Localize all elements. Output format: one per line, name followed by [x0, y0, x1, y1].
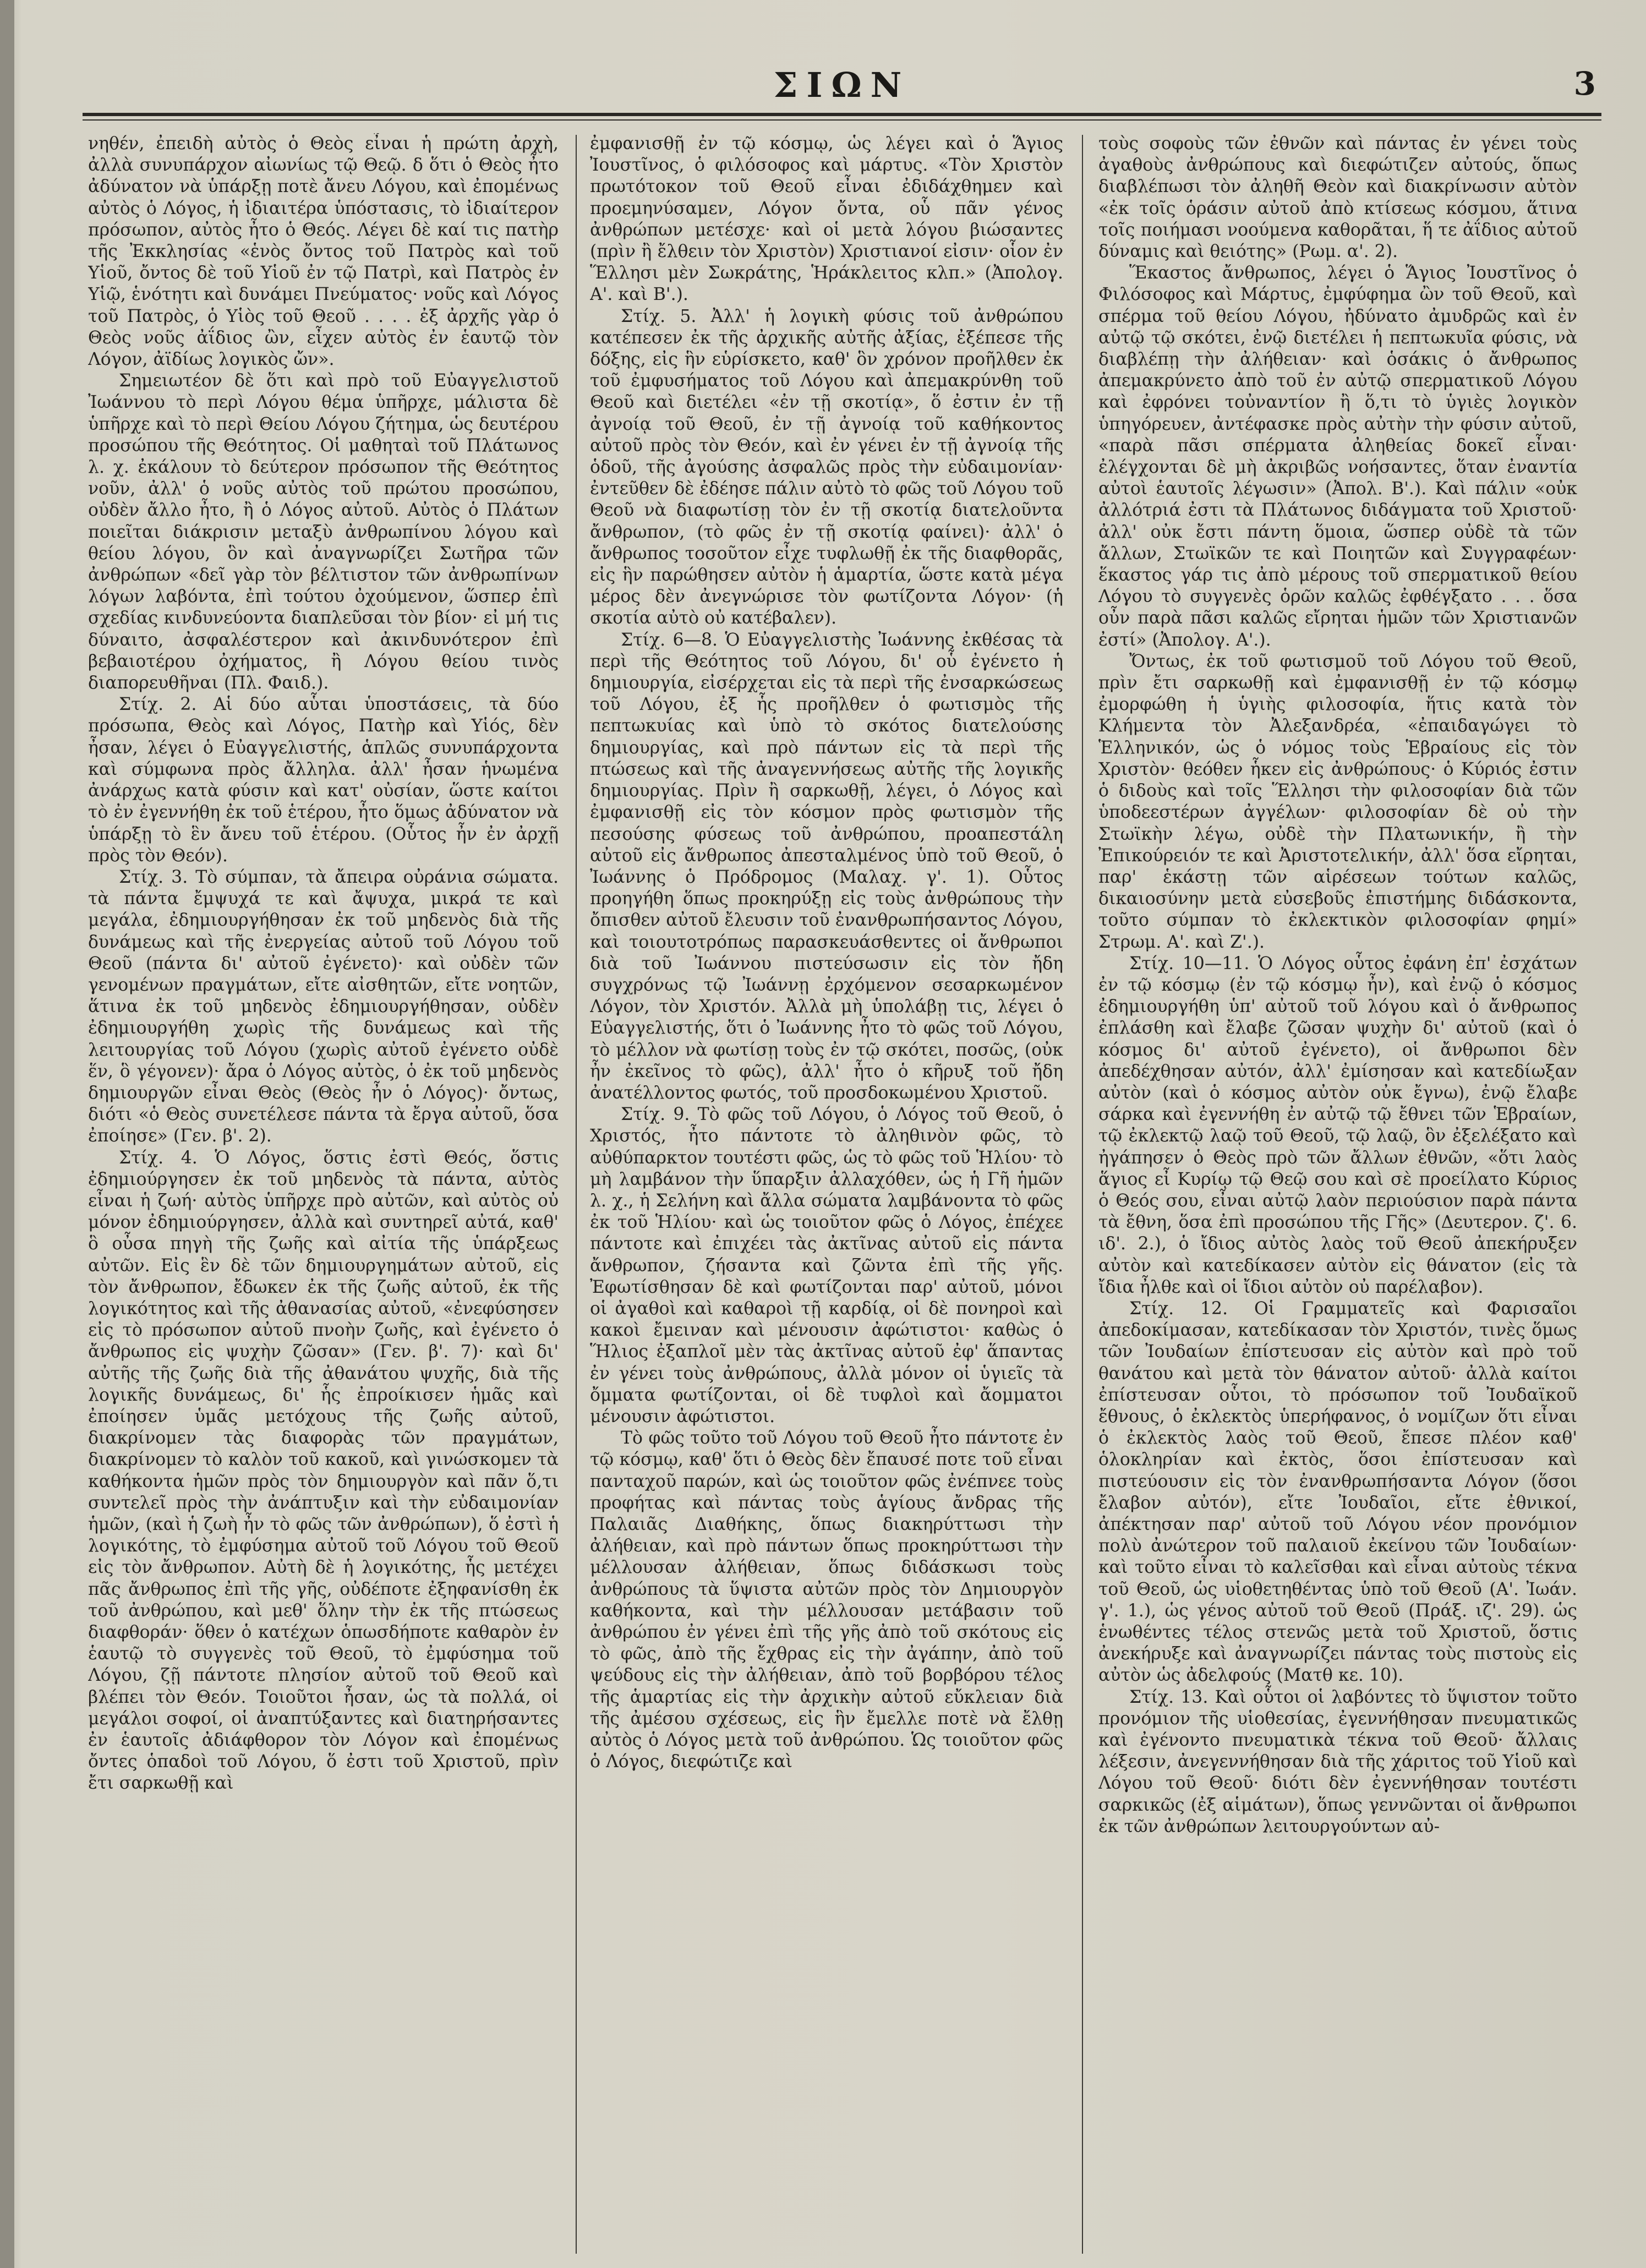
header-rule-thick [83, 113, 1601, 116]
header-rule-thin [83, 119, 1601, 121]
paragraph: Στίχ. 4. Ὁ Λόγος, ὅστις ἐστὶ Θεός, ὅστις ἐδημιούργησεν ἐκ τοῦ μηδενὸς τὰ πάντα, αὐτὸς εἶναι ἡ ζωή· αὐτὸς ὑπῆρχε πρὸ αὐτῶν, καὶ αὐτὸς οὐ μόνον ἐδημιούργησεν, ἀλλὰ καὶ συντηρεῖ αὐτά, καθ' ὃ οὖσα πηγὴ τῆς ζωῆς καὶ αἰτία τῆς ὑπάρξεως αὐτῶν. Εἰς ἓν δὲ τῶν δημιουργημάτων αὐτοῦ, εἰς τὸν ἄνθρωπον, ἔδωκεν ἐκ τῆς ζωῆς αὐτοῦ, ἐκ τῆς λογικότητος καὶ τῆς ἀθανασίας αὐτοῦ, «ἐνεφύσησεν εἰς τὸ πρόσωπον αὐτοῦ πνοὴν ζωῆς, καὶ ἐγένετο ὁ ἄνθρωπος εἰς ψυχὴν ζῶσαν» (Γεν. β'. 7)· καὶ δι' αὐτῆς τῆς ζωῆς διὰ τῆς ἀθανάτου ψυχῆς, διὰ τῆς λογικῆς δυνάμεως, δι' ἧς ἐπροίκισεν ἡμᾶς καὶ ἐποίησεν ὑμᾶς μετόχους τῆς ζωῆς αὐτοῦ, διακρίνομεν τὰς διαφορὰς τῶν πραγμάτων, διακρίνομεν τὸ καλὸν τοῦ κακοῦ, καὶ γινώσκομεν τὰ καθήκοντα ἡμῶν πρὸς τὸν δημιουργὸν καὶ πᾶν ὅ,τι συντελεῖ πρὸς τὴν ἀνάπτυξιν καὶ τὴν εὐδαιμονίαν ἡμῶν, (καὶ ἡ ζωὴ ἦν τὸ φῶς τῶν ἀνθρώπων), ὅ ἐστὶ ἡ λογικότης, τὸ ἐμφύσημα αὐτοῦ τοῦ Λόγου τοῦ Θεοῦ εἰς τὸν ἄνθρωπον. Αὐτὴ δὲ ἡ λογικότης, ἧς μετέχει πᾶς ἄνθρωπος ἐπὶ τῆς γῆς, οὐδέποτε ἐξηφανίσθη ἐκ τοῦ ἀνθρώπου, καὶ μεθ' ὅλην τὴν ἐκ τῆς πτώσεως διαφθοράν· ὅθεν ὁ κατέχων ὁπωσδήποτε καθαρὸν ἐν ἑαυτῷ τὸ συγγενὲς τοῦ Θεοῦ, τὸ ἐμφύσημα τοῦ Λόγου, ζῇ πάντοτε πλησίον αὐτοῦ τοῦ Θεοῦ καὶ βλέπει τὸν Θεόν. Τοιοῦτοι ἦσαν, ὡς τὰ πολλά, οἱ μεγάλοι σοφοί, οἱ ἀναπτύξαντες καὶ διατηρήσαντες ἐν ἑαυτοῖς ἀδιάφθορον τὸν Λόγον καὶ ἐπομένως ὄντες ὁπαδοὶ τοῦ Λόγου, ὅ ἐστι τοῦ Χριστοῦ, πρὶν ἔτι σαρκωθῇ καὶ [88, 1147, 559, 1794]
page-header [83, 65, 1601, 125]
paragraph: Στίχ. 9. Τὸ φῶς τοῦ Λόγου, ὁ Λόγος τοῦ Θεοῦ, ὁ Χριστός, ἦτο πάντοτε τὸ ἀληθινὸν φῶς, τὸ αὐθύπαρκτον τουτέστι φῶς, ὡς τὸ φῶς τοῦ Ἡλίου· τὸ μὴ λαμβάνον τὴν ὕπαρξιν ἀλλαχόθεν, ὡς ἡ Γῆ ἡμῶν λ. χ., ἡ Σελήνη καὶ ἄλλα σώματα λαμβάνοντα τὸ φῶς ἐκ τοῦ Ἡλίου· καὶ ὡς τοιοῦτον φῶς ὁ Λόγος, ἐπέχεε πάντοτε καὶ ἐπιχέει τὰς ἀκτῖνας αὐτοῦ εἰς πάντα ἄνθρωπον, ζήσαντα καὶ ζῶντα ἐπὶ τῆς γῆς. Ἐφωτίσθησαν δὲ καὶ φωτίζονται παρ' αὐτοῦ, μόνοι οἱ ἀγαθοὶ καὶ καθαροὶ τῇ καρδίᾳ, οἱ δὲ πονηροὶ καὶ κακοὶ ἔμειναν καὶ μένουσιν ἀφώτιστοι· καθὼς ὁ Ἥλιος ἐξαπλοῖ μὲν τὰς ἀκτῖνας αὐτοῦ ἐφ' ἅπαντας ἐν γένει τοὺς ἀνθρώπους, ἀλλὰ μόνον οἱ ὑγιεῖς τὰ ὄμματα φωτίζονται, οἱ δὲ τυφλοὶ καὶ ἄομματοι μένουσιν ἀφώτιστοι. [590, 1105, 1063, 1427]
page-number: 3 [1573, 65, 1596, 102]
column-divider [576, 135, 577, 2254]
paragraph: Ὄντως, ἐκ τοῦ φωτισμοῦ τοῦ Λόγου τοῦ Θεοῦ, πρὶν ἔτι σαρκωθῇ καὶ ἐμφανισθῇ ἐν τῷ κόσμῳ ἐμορφώθη ἡ ὑγιὴς φιλοσοφία, ἥτις κατὰ τὸν Κλήμεντα τὸν Ἀλεξανδρέα, «ἐπαιδαγώγει τὸ Ἑλληνικόν, ὡς ὁ νόμος τοὺς Ἑβραίους εἰς τὸν Χριστὸν· θεόθεν ἧκεν εἰς ἀνθρώπους· ὁ Κύριός ἐστιν ὁ διδοὺς καὶ τοῖς Ἕλλησι τὴν φιλοσοφίαν διὰ τῶν ὑποδεεστέρων ἀγγέλων· φιλοσοφίαν δὲ οὐ τὴν Στωϊκὴν λέγω, οὐδὲ τὴν Πλατωνικήν, ἢ τὴν Ἐπικούρειόν τε καὶ Ἀριστοτελικήν, ἀλλ' ὅσα εἴρηται, παρ' ἑκάστῃ τῶν αἱρέσεων τούτων καλῶς, δικαιοσύνην μετὰ εὐσεβοῦς ἐπιστήμης διδάσκοντα, τοῦτο σύμπαν τὸ ἐκλεκτικὸν φιλοσοφίαν φημί» Στρωμ. Α'. καὶ Ζ'.). [1098, 651, 1577, 952]
paragraph: Στίχ. 5. Ἀλλ' ἡ λογικὴ φύσις τοῦ ἀνθρώπου κατέπεσεν ἐκ τῆς ἀρχικῆς αὐτῆς ἀξίας, ἐξέπεσε τῆς δόξης, εἰς ἣν εὑρίσκετο, καθ' ὃν χρόνον προῆλθεν ἐκ τοῦ ἐμφυσήματος τοῦ Λόγου καὶ ἀπεμακρύνθη τοῦ Θεοῦ καὶ διετέλει «ἐν τῇ σκοτίᾳ», ὅ ἐστιν ἐν τῇ ἀγνοίᾳ τοῦ Θεοῦ, ἐν τῇ ἀγνοίᾳ τοῦ καθήκοντος αὐτοῦ πρὸς τὸν Θεόν, καὶ ἐν γένει ἐν τῇ ἀγνοίᾳ τῆς ὁδοῦ, τῆς ἀγούσης ἀσφαλῶς πρὸς τὴν εὐδαιμονίαν· ἐντεῦθεν δὲ ἐδέησε πάλιν αὐτὸ τὸ φῶς τοῦ Λόγου τοῦ Θεοῦ νὰ διαφωτίσῃ τὸν ἐν τῇ σκοτίᾳ διατελοῦντα ἄνθρωπον, (τὸ φῶς ἐν τῇ σκοτίᾳ φαίνει)· ἀλλ' ὁ ἄνθρωπος τοσοῦτον εἶχε τυφλωθῇ ἐκ τῆς διαφθορᾶς, εἰς ἣν παρώθησεν αὐτὸν ἡ ἁμαρτία, ὥστε κατὰ μέγα μέρος δὲν ἀνεγνώρισε τὸν φωτίζοντα Λόγον· (ἡ σκοτία αὐτὸ οὐ κατέβαλεν). [590, 306, 1063, 629]
paragraph: Στίχ. 6—8. Ὁ Εὐαγγελιστὴς Ἰωάννης ἐκθέσας τὰ περὶ τῆς Θεότητος τοῦ Λόγου, δι' οὗ ἐγένετο ἡ δημιουργία, εἰσέρχεται εἰς τὰ περὶ τῆς ἐνσαρκώσεως τοῦ Λόγου, ἐξ ἧς προῆλθεν ὁ φωτισμὸς τῆς πεπτωκυίας καὶ ὑπὸ τὸ σκότος διατελούσης δημιουργίας, καὶ πρὸ πάντων εἰς τὰ περὶ τῆς πτώσεως καὶ τῆς ἀναγεννήσεως αὐτῆς τῆς λογικῆς δημιουργίας. Πρὶν ἢ σαρκωθῇ, λέγει, ὁ Λόγος καὶ ἐμφανισθῇ εἰς τὸν κόσμον πρὸς φωτισμὸν τῆς πεσούσης φύσεως τοῦ ἀνθρώπου, προαπεστάλη αὐτοῦ εἰς ἄνθρωπος ἀπεσταλμένος ὑπὸ τοῦ Θεοῦ, ὁ Ἰωάννης ὁ Πρόδρομος (Μαλαχ. γ'. 1). Οὗτος προηγήθη ὅπως προκηρύξῃ εἰς τοὺς ἀνθρώπους τὴν ὄπισθεν αὐτοῦ ἔλευσιν τοῦ ἐνανθρωπήσαντος Λόγου, καὶ τοιουτοτρόπως παρασκευάσθεντες οἱ ἄνθρωποι διὰ τοῦ Ἰωάννου πιστεύσωσιν εἰς τὸν ἤδη συγχρόνως τῷ Ἰωάννῃ ἐρχόμενον σεσαρκωμένον Λόγον, τὸν Χριστόν. Ἀλλὰ μὴ ὑπολάβῃ τις, λέγει ὁ Εὐαγγελιστής, ὅτι ὁ Ἰωάννης ἦτο τὸ φῶς τοῦ Λόγου, τὸ μέλλον νὰ φωτίσῃ τοὺς ἐν τῷ σκότει, ποσῶς, (οὐκ ἦν ἐκεῖνος τὸ φῶς), ἀλλ' ἦτο ὁ κῆρυξ τοῦ ἤδη ἀνατέλλοντος φωτός, τοῦ προσδοκωμένου Χριστοῦ. [590, 630, 1063, 1103]
paragraph: Στίχ. 10—11. Ὁ Λόγος οὗτος ἐφάνη ἐπ' ἐσχάτων ἐν τῷ κόσμῳ (ἐν τῷ κόσμῳ ἦν), καὶ ἐνῷ ὁ κόσμος ἐδημιουργήθη ὑπ' αὐτοῦ τοῦ λόγου καὶ ὁ ἄνθρωπος ἐπλάσθη καὶ ἔλαβε ζῶσαν ψυχὴν δι' αὐτοῦ (καὶ ὁ κόσμος δι' αὐτοῦ ἐγένετο), οἱ ἄνθρωποι δὲν ἀπεδέχθησαν αὐτόν, ἀλλ' ἐμίσησαν καὶ κατεδίωξαν αὐτὸν (καὶ ὁ κόσμος αὐτὸν οὐκ ἔγνω), ἐνῷ ἔλαβε σάρκα καὶ ἐγεννήθη ἐν αὐτῷ τῷ ἔθνει τῶν Ἑβραίων, τῷ ἐκλεκτῷ λαῷ τοῦ Θεοῦ, τῷ λαῷ, ὃν ἐξελέξατο καὶ ἠγάπησεν ὁ Θεὸς πρὸ τῶν ἄλλων ἐθνῶν, «ὅτι λαὸς ἅγιος εἶ Κυρίῳ τῷ Θεῷ σου καὶ σὲ προείλατο Κύριος ὁ Θεός σου, εἶναι αὐτῷ λαὸν περιούσιον παρὰ πάντα τὰ ἔθνη, ὅσα ἐπὶ προσώπου τῆς Γῆς» (Δευτερον. ζ'. 6. ιδ'. 2.), ὁ ἴδιος αὐτὸς λαὸς τοῦ Θεοῦ ἀπεκήρυξεν αὐτὸν καὶ κατεδίκασεν αὐτὸν εἰς θάνατον (εἰς τὰ ἴδια ἦλθε καὶ οἱ ἴδιοι αὐτὸν οὐ παρέλαβον). [1098, 953, 1577, 1297]
paragraph: τοὺς σοφοὺς τῶν ἐθνῶν καὶ πάντας ἐν γένει τοὺς ἀγαθοὺς ἀνθρώπους καὶ διεφώτιζεν αὐτούς, ὅπως διαβλέπωσι τὸν ἀληθῆ Θεὸν καὶ διακρίνωσιν αὐτὸν «ἐκ τοῖς ὁράσιν αὐτοῦ ἀπὸ κτίσεως κόσμου, ἅτινα τοῖς ποιήμασι νοούμενα καθορᾶται, ἥ τε ἀΐδιος αὐτοῦ δύναμις καὶ θειότης» (Ρωμ. α'. 2). [1098, 134, 1577, 262]
text-column-left [88, 133, 559, 2258]
masthead-title: ΣΙΩΝ [773, 65, 911, 105]
paragraph: νηθέν, ἐπειδὴ αὐτὸς ὁ Θεὸς εἶναι ἡ πρώτη ἀρχὴ, ἀλλὰ συνυπάρχον αἰωνίως τῷ Θεῷ. δ ὅτι ὁ Θεὸς ἦτο ἀδύνατον νὰ ὑπάρξῃ ποτὲ ἄνευ Λόγου, καὶ ἐπομένως αὐτὸς ὁ Λόγος, ἡ ἰδιαιτέρα ὑπόστασις, τὸ ἰδιαίτερον πρόσωπον, αὐτὸς ἦτο ὁ Θεός. Λέγει δὲ καί τις πατὴρ τῆς Ἐκκλησίας «ἑνὸς ὄντος τοῦ Πατρὸς καὶ τοῦ Υἱοῦ, ὄντος δὲ τοῦ Υἱοῦ ἐν τῷ Πατρὶ, καὶ Πατρὸς ἐν Υἱῷ, ἑνότητι καὶ δυνάμει Πνεύματος· νοῦς καὶ Λόγος τοῦ Πατρὸς, ὁ Υἱὸς τοῦ Θεοῦ . . . . ἐξ ἀρχῆς γὰρ ὁ Θεὸς νοῦς ἀΐδιος ὢν, εἶχεν αὐτὸς ἐν ἑαυτῷ τὸν Λόγον, ἀϊδίως λογικὸς ὤν». [88, 134, 559, 370]
paragraph: Τὸ φῶς τοῦτο τοῦ Λόγου τοῦ Θεοῦ ἦτο πάντοτε ἐν τῷ κόσμῳ, καθ' ὅτι ὁ Θεὸς δὲν ἔπαυσέ ποτε τοῦ εἶναι πανταχοῦ παρών, καὶ ὡς τοιοῦτον φῶς ἐνέπνεε τοὺς προφήτας καὶ πάντας τοὺς ἁγίους ἄνδρας τῆς Παλαιᾶς Διαθήκης, ὅπως διακηρύττωσι τὴν ἀλήθειαν, καὶ πρὸ πάντων ὅπως προκηρύττωσι τὴν μέλλουσαν ἀλήθειαν, ὅπως διδάσκωσι τοὺς ἀνθρώπους τὰ ὕψιστα αὐτῶν πρὸς τὸν Δημιουργὸν καθήκοντα, καὶ τὴν μέλλουσαν μετάβασιν τοῦ ἀνθρώπου ἐν γένει ἐπὶ τῆς γῆς ἀπὸ τοῦ σκότους εἰς τὸ φῶς, ἀπὸ τῆς ἔχθρας εἰς τὴν ἀγάπην, ἀπὸ τοῦ ψεύδους εἰς τὴν ἀλήθειαν, ἀπὸ τοῦ βορβόρου τέλος τῆς ἁμαρτίας εἰς τὴν ἀρχικὴν αὐτοῦ εὔκλειαν διὰ τῆς ἀμέσου σχέσεως, εἰς ἣν ἔμελλε ποτὲ νὰ ἔλθῃ αὐτὸς ὁ Λόγος μετὰ τοῦ ἀνθρώπου. Ὡς τοιοῦτον φῶς ὁ Λόγος, διεφώτιζε καὶ [590, 1428, 1063, 1772]
paragraph: Στίχ. 13. Καὶ οὗτοι οἱ λαβόντες τὸ ὕψιστον τοῦτο προνόμιον τῆς υἱοθεσίας, ἐγεννήθησαν πνευματικῶς καὶ ἐγένοντο πνευματικὰ τέκνα τοῦ Θεοῦ· ἄλλαις λέξεσιν, ἀνεγεννήθησαν διὰ τῆς χάριτος τοῦ Υἱοῦ καὶ Λόγου τοῦ Θεοῦ· διότι δὲν ἐγεννήθησαν τουτέστι σαρκικῶς (ἐξ αἱμάτων), ὅπως γεννῶνται οἱ ἄνθρωποι ἐκ τῶν ἀνθρώπων λειτουργούντων αὐ- [1098, 1687, 1577, 1837]
paragraph: Σημειωτέον δὲ ὅτι καὶ πρὸ τοῦ Εὐαγγελιστοῦ Ἰωάννου τὸ περὶ Λόγου θέμα ὑπῆρχε, μάλιστα δὲ ὑπῆρχε καὶ τὸ περὶ Θείου Λόγου ζήτημα, ὡς δευτέρου προσώπου τῆς Θεότητος. Οἱ μαθηταὶ τοῦ Πλάτωνος λ. χ. ἐκάλουν τὸ δεύτερον πρόσωπον τῆς Θεότητος νοῦν, ἀλλ' ὁ νοῦς αὐτὸς τοῦ πρώτου προσώπου, οὐδὲν ἄλλο ἦτο, ἢ ὁ Λόγος αὐτοῦ. Αὐτὸς ὁ Πλάτων ποιεῖται διάκρισιν μεταξὺ ἀνθρωπίνου λόγου καὶ θείου λόγου, ὃν καὶ ἀναγνωρίζει Σωτῆρα τῶν ἀνθρώπων «δεῖ γὰρ τὸν βέλτιστον τῶν ἀνθρωπίνων λόγων λαβόντα, ἐπὶ τούτου ὀχούμενον, ὥσπερ ἐπὶ σχεδίας κινδυνεύοντα διαπλεῦσαι τὸν βίον· εἰ μή τις δύναιτο, ἀσφαλέστερον καὶ ἀκινδυνότερον ἐπὶ βεβαιοτέρου ὀχήματος, ἢ Λόγου θείου τινὸς διαπορευθῆναι (Πλ. Φαιδ.). [88, 371, 559, 693]
paragraph: Ἕκαστος ἄνθρωπος, λέγει ὁ Ἅγιος Ἰουστῖνος ὁ Φιλόσοφος καὶ Μάρτυς, ἐμφύφημα ὢν τοῦ Θεοῦ, καὶ σπέρμα τοῦ θείου Λόγου, ἠδύνατο ἀμυδρῶς καὶ ἐν αὐτῷ τῷ σκότει, ἐνῷ διετέλει ἡ πεπτωκυῖα φύσις, νὰ διαβλέπῃ τὴν ἀλήθειαν· καὶ ὁσάκις ὁ ἄνθρωπος ἀπεμακρύνετο ἀπὸ τοῦ ἐν αὐτῷ σπερματικοῦ Λόγου καὶ ἐφρόνει τοὐναντίον ἢ ὅ,τι τὸ ὑγιὲς λογικὸν ὑπηγόρευεν, ἀντέφασκε πρὸς αὐτὴν τὴν φύσιν αὐτοῦ, «παρὰ πᾶσι σπέρματα ἀληθείας δοκεῖ εἶναι· ἐλέγχονται δὲ μὴ ἀκριβῶς νοήσαντες, ὅταν ἐναντία αὐτοὶ ἑαυτοῖς λέγωσιν» (Ἀπολ. Β'.). Καὶ πάλιν «οὐκ ἀλλότριά ἐστι τὰ Πλάτωνος διδάγματα τοῦ Χριστοῦ· ἀλλ' οὐκ ἔστι πάντη ὅμοια, ὥσπερ οὐδὲ τὰ τῶν ἄλλων, Στωϊκῶν τε καὶ Ποιητῶν καὶ Συγγραφέων· ἕκαστος γάρ τις ἀπὸ μέρους τοῦ σπερματικοῦ θείου Λόγου τὸ συγγενὲς ὁρῶν καλῶς ἐφθέγξατο . . . ὅσα οὖν παρὰ πᾶσι καλῶς εἴρηται ἡμῶν τῶν Χριστιανῶν ἐστί» (Ἀπολογ. Α'.). [1098, 263, 1577, 650]
text-column-middle [590, 133, 1063, 2258]
paragraph: Στίχ. 12. Οἱ Γραμματεῖς καὶ Φαρισαῖοι ἀπεδοκίμασαν, κατεδίκασαν τὸν Χριστόν, τινὲς ὅμως τῶν Ἰουδαίων ἐπίστευσαν εἰς αὐτὸν καὶ πρὸ τοῦ θανάτου καὶ μετὰ τὸν θάνατον αὐτοῦ· ἀλλὰ καίτοι ἐπίστευσαν οὗτοι, τὸ πρόσωπον τοῦ Ἰουδαϊκοῦ ἔθνους, ὁ ἐκλεκτὸς ὑπερήφανος, ὁ νομίζων ὅτι εἶναι ὁ ἐκλεκτὸς λαὸς τοῦ Θεοῦ, ἔπεσε πλέον καθ' ὁλοκληρίαν καὶ ἐκτὸς, ὅσοι ἐπίστευσαν καὶ πιστεύουσιν εἰς τὸν ἐνανθρωπήσαντα Λόγον (ὅσοι ἔλαβον αὐτόν), εἴτε Ἰουδαῖοι, εἴτε ἐθνικοί, ἀπέκτησαν παρ' αὐτοῦ τοῦ Λόγου νέον προνόμιον πολὺ ἀνώτερον τοῦ παλαιοῦ ἐκείνου τῶν Ἰουδαίων· καὶ τοῦτο εἶναι τὸ καλεῖσθαι καὶ εἶναι αὐτοὺς τέκνα τοῦ Θεοῦ, ὡς υἱοθετηθέντας ὑπὸ τοῦ Θεοῦ (Α'. Ἰωάν. γ'. 1.), ὡς γένος αὐτοῦ τοῦ Θεοῦ (Πράξ. ιζ'. 29). ὡς ἑνωθέντες τέλος στενῶς μετὰ τοῦ Χριστοῦ, ὅστις ἀνεκήρυξε καὶ ἀναγνωρίζει πάντας τοὺς πιστοὺς εἰς αὐτὸν ὡς ἀδελφούς (Ματθ κε. 10). [1098, 1298, 1577, 1686]
binding-gutter [0, 0, 14, 2268]
paragraph: ἐμφανισθῇ ἐν τῷ κόσμῳ, ὡς λέγει καὶ ὁ Ἅγιος Ἰουστῖνος, ὁ φιλόσοφος καὶ μάρτυς. «Τὸν Χριστὸν πρωτότοκον τοῦ Θεοῦ εἶναι ἐδιδάχθημεν καὶ προεμηνύσαμεν, Λόγον ὄντα, οὗ πᾶν γένος ἀνθρώπων μετέσχε· καὶ οἱ μετὰ λόγου βιώσαντες (πρὶν ἢ ἔλθειν τὸν Χριστὸν) Χριστιανοί εἰσιν· οἷον ἐν Ἕλλησι μὲν Σωκράτης, Ἡράκλειτος κλπ.» (Ἀπολογ. Α'. καὶ Β'.). [590, 134, 1063, 305]
paragraph: Στίχ. 3. Τὸ σύμπαν, τὰ ἄπειρα οὐράνια σώματα. τὰ πάντα ἔμψυχά τε καὶ ἄψυχα, μικρά τε καὶ μεγάλα, ἐδημιουργήθησαν ἐκ τοῦ μηδενὸς διὰ τῆς δυνάμεως καὶ τῆς ἐνεργείας αὐτοῦ τοῦ Λόγου τοῦ Θεοῦ (πάντα δι' αὐτοῦ ἐγένετο)· καὶ οὐδὲν τῶν γενομένων πραγμάτων, εἴτε αἰσθητῶν, εἴτε νοητῶν, ἅτινα ἐκ τοῦ μηδενὸς ἐδημιουργήθησαν, οὐδὲν ἐδημιουργήθη χωρὶς τῆς δυνάμεως καὶ τῆς λειτουργίας τοῦ Λόγου (χωρὶς αὐτοῦ ἐγένετο οὐδὲ ἕν, ὃ γέγονεν)· ἄρα ὁ Λόγος αὐτὸς, ὁ ἐκ τοῦ μηδενὸς δημιουργῶν εἶναι Θεὸς (Θεὸς ἦν ὁ Λόγος)· ὄντως, διότι «ὁ Θεὸς συνετέλεσε πάντα τὰ ἔργα αὐτοῦ, ὅσα ἐποίησε» (Γεν. β'. 2). [88, 867, 559, 1146]
text-column-right [1098, 133, 1577, 2258]
paragraph: Στίχ. 2. Αἱ δύο αὗται ὑποστάσεις, τὰ δύο πρόσωπα, Θεὸς καὶ Λόγος, Πατὴρ καὶ Υἱός, δὲν ἦσαν, λέγει ὁ Εὐαγγελιστής, ἁπλῶς συνυπάρχοντα καὶ σύμφωνα πρὸς ἄλληλα. ἀλλ' ἦσαν ἡνωμένα ἀνάρχως κατὰ φύσιν καὶ κατ' οὐσίαν, ὥστε καίτοι τὸ ἐν ἐγεννήθη ἐκ τοῦ ἑτέρου, ἦτο ὅμως ἀδύνατον νὰ ὑπάρξῃ τὸ ἓν ἄνευ τοῦ ἑτέρου. (Οὗτος ἦν ἐν ἀρχῇ πρὸς τὸν Θεόν). [88, 695, 559, 866]
column-divider [1082, 135, 1083, 2254]
